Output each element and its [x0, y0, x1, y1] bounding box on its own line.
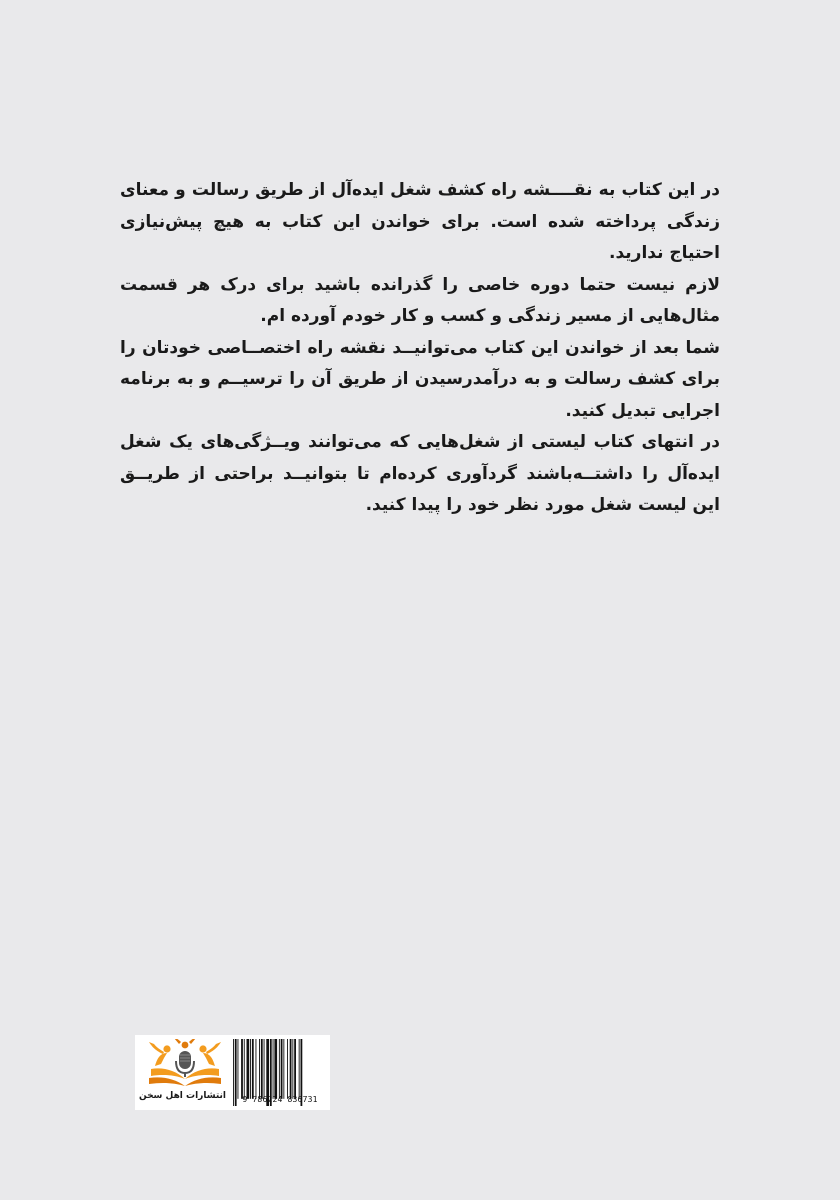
barcode-bar	[281, 1039, 283, 1099]
description-paragraph-1: در این کتاب به نقــــشه راه کشف شغل ایده‌آل از طریق رسالت و معنای زندگی پرداخته شده است. برای خواندن این کتاب به هیچ پیش‌نیازی احتیاج ندارید.	[120, 180, 720, 263]
barcode-bar	[256, 1039, 257, 1099]
back-cover-description	[120, 175, 720, 522]
publisher-logo-icon	[145, 1039, 225, 1091]
barcode-bar	[238, 1039, 239, 1099]
barcode-bar	[287, 1039, 288, 1099]
description-paragraph-4: در انتهای کتاب لیستی از شغل‌هایی که می‌توانند ویــژگی‌های یک شغل ایده‌آل را داشتــه‌باشند گردآوری کرده‌ام تا بتوانیــد براحتی از طریــق این لیست شغل مورد نظر خود را پیدا کنید.	[120, 432, 720, 515]
description-paragraph-3: شما بعد از خواندن این کتاب می‌توانیــد نقشه راه اختصــاصی خودتان را برای کشف رسالت و به درآمدرسیدن از طریق آن را ترسیــم و به برنامه اجرایی تبدیل کنید.	[120, 337, 720, 421]
barcode-bar	[294, 1039, 296, 1099]
barcode-bar	[261, 1039, 263, 1099]
barcode-bar	[290, 1039, 292, 1099]
barcode-bar	[299, 1039, 300, 1099]
isbn-digits: 9 786224 836731	[242, 1095, 318, 1104]
publisher-name: انتشارات اهل سخن	[138, 1091, 227, 1101]
publisher-block	[135, 1035, 230, 1110]
publisher-barcode-box	[135, 1035, 330, 1110]
barcode-bar	[250, 1039, 251, 1099]
barcode-bar	[241, 1039, 243, 1099]
barcode-bar	[252, 1039, 254, 1099]
barcode-bar	[283, 1039, 284, 1099]
barcode-bar	[273, 1039, 274, 1099]
barcode-bar	[264, 1039, 265, 1099]
barcode-bar	[292, 1039, 293, 1099]
barcode-bar	[279, 1039, 280, 1099]
barcode-bar	[274, 1039, 277, 1099]
description-paragraph-2: لازم نیست حتما دوره خاصی را گذرانده باشید برای درک هر قسمت مثال‌هایی از مسیر زندگی و کسب و کار خودم آورده ام.	[120, 274, 720, 326]
barcode-bar	[259, 1039, 260, 1099]
barcode-bar	[247, 1039, 250, 1099]
barcode-bar	[244, 1039, 245, 1099]
